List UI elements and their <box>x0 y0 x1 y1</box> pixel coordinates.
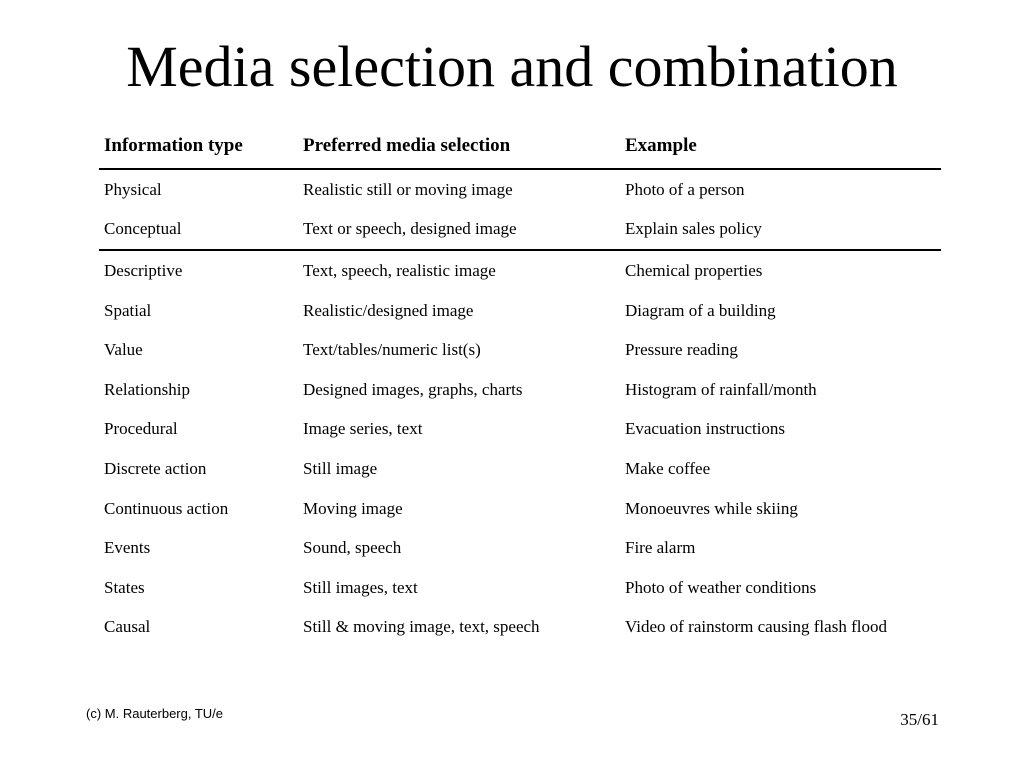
cell-information-type: Events <box>104 538 151 558</box>
table-row <box>99 568 941 608</box>
cell-preferred-media: Still & moving image, text, speech <box>303 617 540 637</box>
slide-title: Media selection and combination <box>126 34 898 99</box>
cell-example: Monoeuvres while skiing <box>625 498 798 518</box>
cell-example: Evacuation instructions <box>625 419 786 439</box>
footer-copyright: (c) M. Rauterberg, TU/e <box>86 706 224 721</box>
cell-information-type: Physical <box>104 179 162 199</box>
cell-information-type: Spatial <box>104 300 152 320</box>
cell-example: Explain sales policy <box>620 210 941 251</box>
table-row <box>99 528 941 568</box>
cell-example: Make coffee <box>625 458 711 478</box>
table-row <box>99 250 941 291</box>
cell-preferred-media: Text or speech, designed image <box>298 210 620 251</box>
cell-preferred-media: Text, speech, realistic image <box>303 260 496 280</box>
cell-example: Fire alarm <box>625 538 696 558</box>
cell-example: Photo of a person <box>625 179 745 199</box>
cell-preferred-media: Designed images, graphs, charts <box>303 379 523 399</box>
table-row <box>99 210 941 251</box>
table-row <box>99 330 941 370</box>
header-information-type: Information type <box>99 123 298 169</box>
header-example: Example <box>620 123 941 169</box>
table-row <box>99 291 941 331</box>
cell-example: Chemical properties <box>625 260 763 280</box>
cell-information-type: Conceptual <box>99 210 298 251</box>
cell-information-type: Relationship <box>104 379 190 399</box>
cell-preferred-media: Text/tables/numeric list(s) <box>303 340 481 360</box>
cell-preferred-media: Still image <box>303 458 378 478</box>
cell-preferred-media: Moving image <box>303 498 403 518</box>
cell-example: Pressure reading <box>625 340 738 360</box>
cell-information-type: Value <box>104 340 143 360</box>
cell-preferred-media: Still images, text <box>303 577 418 597</box>
media-selection-table <box>99 123 941 647</box>
cell-information-type: Descriptive <box>104 260 183 280</box>
cell-preferred-media: Realistic still or moving image <box>303 179 513 199</box>
table-row <box>99 449 941 489</box>
cell-example: Video of rainstorm causing flash flood <box>625 617 887 637</box>
page-number: 35/61 <box>900 710 939 729</box>
cell-example: Photo of weather conditions <box>625 577 817 597</box>
cell-preferred-media: Realistic/designed image <box>303 300 474 320</box>
cell-information-type: Causal <box>104 617 151 637</box>
cell-information-type: Continuous action <box>104 498 229 518</box>
cell-information-type: Discrete action <box>104 458 207 478</box>
cell-information-type: States <box>104 577 145 597</box>
cell-example: Diagram of a building <box>625 300 776 320</box>
cell-information-type: Procedural <box>104 419 178 439</box>
cell-preferred-media: Image series, text <box>303 419 423 439</box>
table-row <box>99 410 941 450</box>
cell-example: Histogram of rainfall/month <box>625 379 817 399</box>
table-row <box>99 608 941 648</box>
header-preferred-media: Preferred media selection <box>298 123 620 169</box>
table-row <box>99 489 941 529</box>
cell-preferred-media: Sound, speech <box>303 538 402 558</box>
table-row <box>99 169 941 210</box>
table-row <box>99 370 941 410</box>
table-header-row <box>99 123 941 169</box>
